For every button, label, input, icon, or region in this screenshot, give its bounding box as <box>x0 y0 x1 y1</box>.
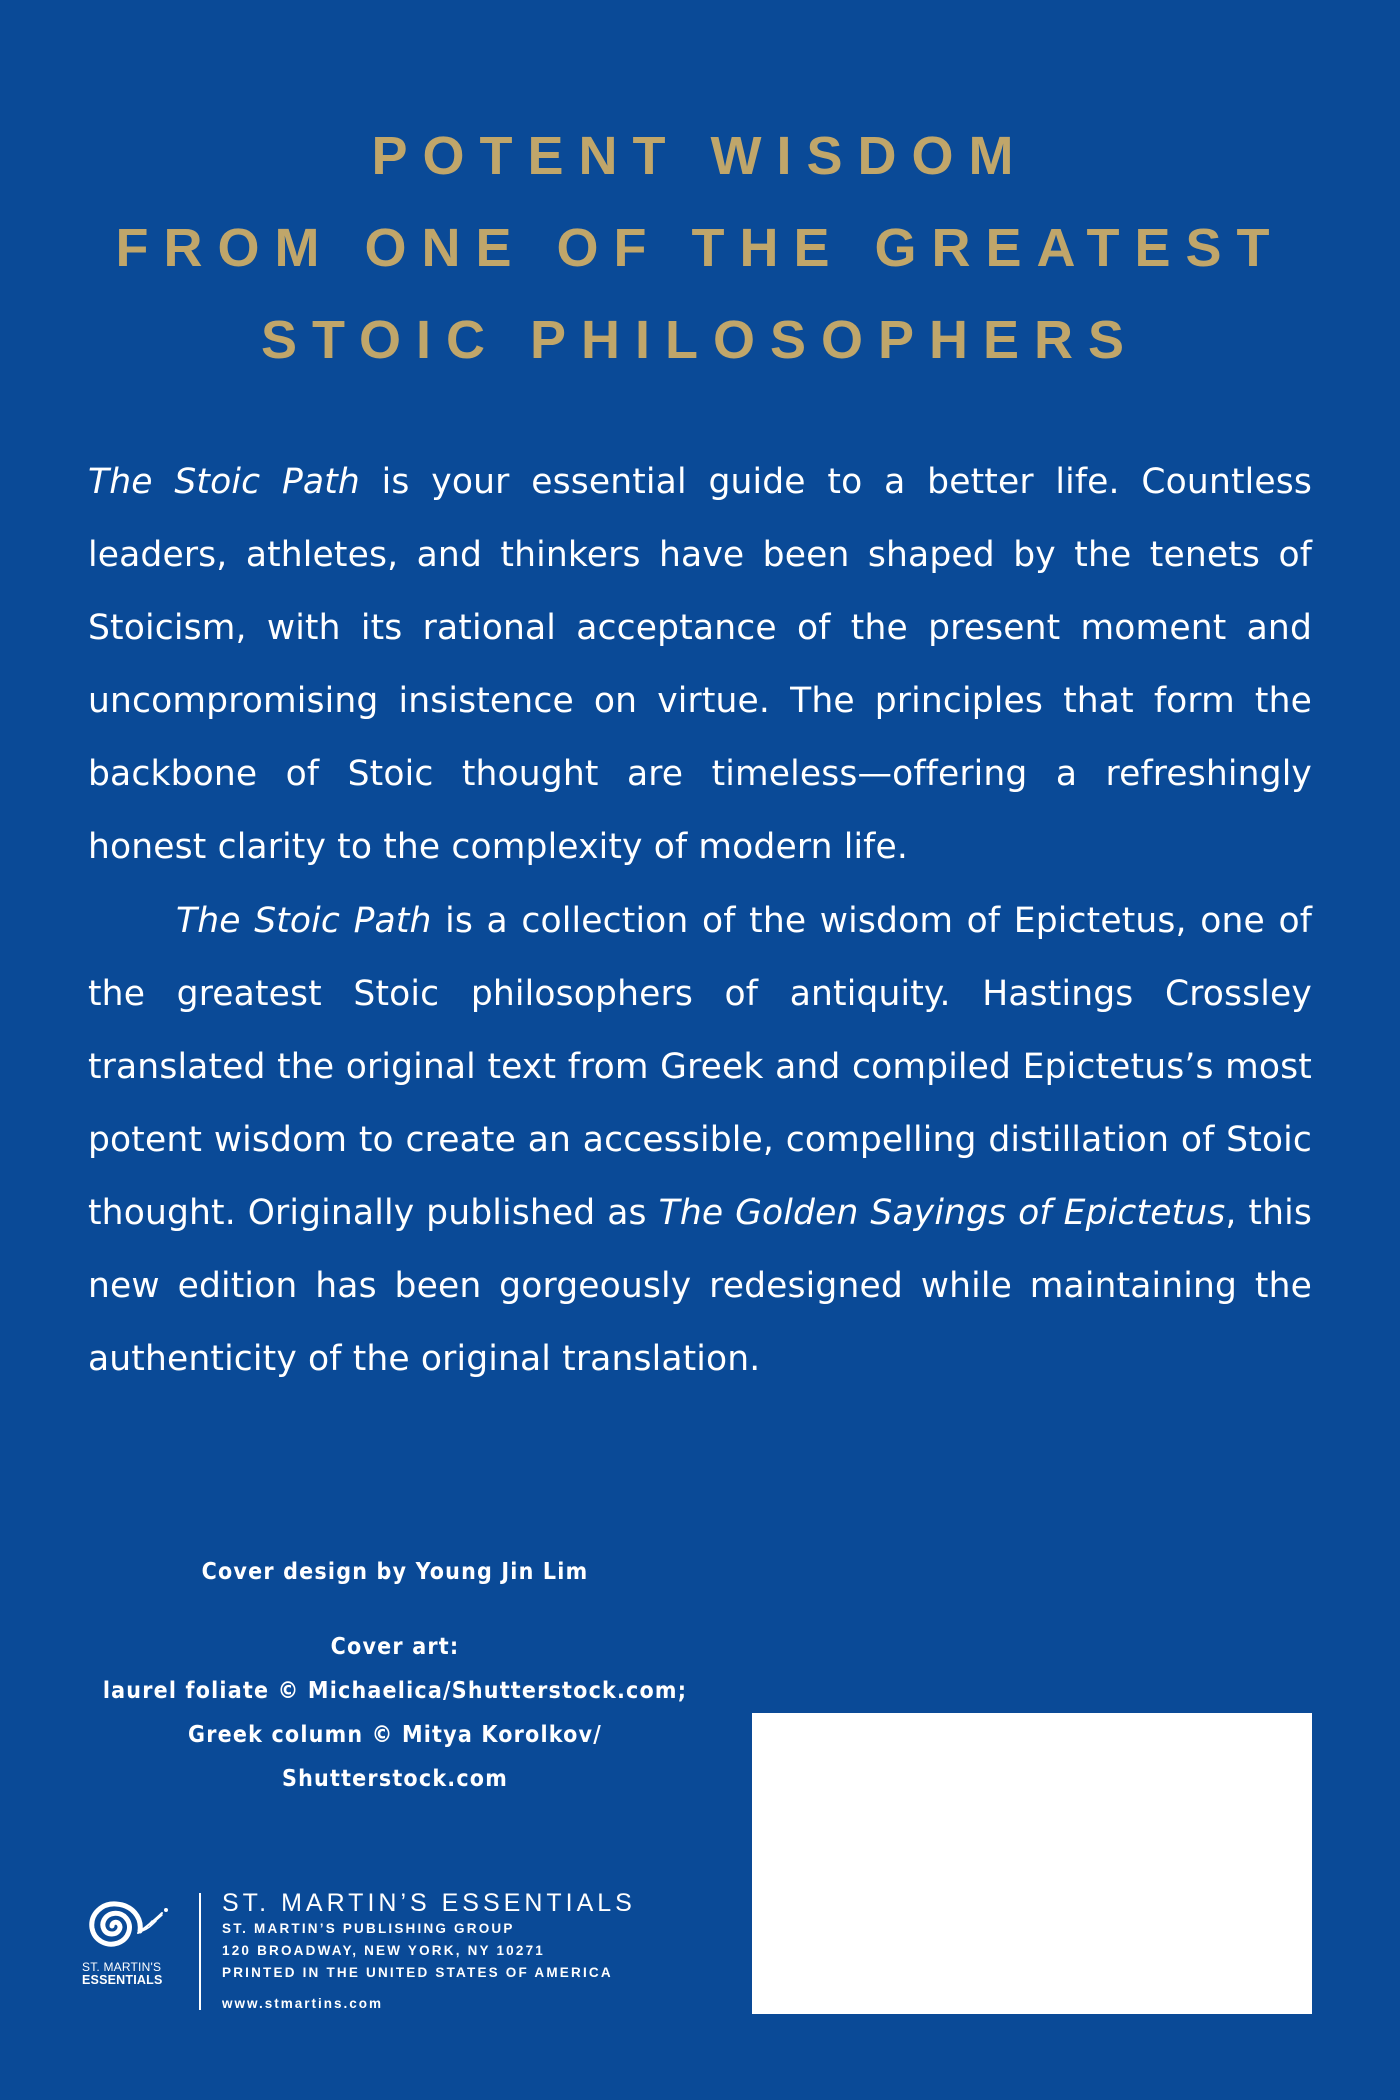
art-credit-line: Shutterstock.com <box>282 1766 508 1792</box>
description-text: is your essential guide to a better life. Countless leaders, athletes, and thinkers have been shaped by the tenets of Stoicism, with its rational acceptance of the present moment and uncompromising insistence on virtue. The principles that form the backbone of Stoic thought are timeless—offering a refreshingly honest clarity to the complexity of modern life. <box>88 462 1313 868</box>
description-paragraph-2 <box>88 885 1312 1397</box>
swirl-logo-icon <box>82 1895 174 1957</box>
art-credit-heading: Cover art: <box>330 1634 460 1660</box>
description-text: , this new edition has been gorgeously redesigned while maintaining the authenticity of the original translation. <box>88 1192 1312 1380</box>
cover-art-credit <box>80 1625 710 1801</box>
publisher-group: ST. MARTIN’S PUBLISHING GROUP <box>222 1921 515 1936</box>
headline-line-2: FROM ONE OF THE GREATEST <box>115 218 1285 278</box>
printed-in-notice: PRINTED IN THE UNITED STATES OF AMERICA <box>222 1965 613 1980</box>
book-description <box>88 446 1312 1396</box>
headline-line-1: POTENT WISDOM <box>371 126 1029 186</box>
logo-caption <box>82 1961 182 1987</box>
publisher-logo <box>82 1895 182 1987</box>
publisher-divider <box>199 1893 201 2010</box>
book-title-italic: The Stoic Path <box>176 900 432 941</box>
publisher-address: 120 BROADWAY, NEW YORK, NY 10271 <box>222 1943 545 1958</box>
book-title-italic: The Stoic Path <box>88 462 360 502</box>
original-title-italic: The Golden Sayings of Epictetus <box>658 1192 1226 1233</box>
logo-caption-line-2: ESSENTIALS <box>82 1973 163 1987</box>
description-paragraph-1 <box>88 446 1312 885</box>
publisher-website: www.stmartins.com <box>222 1996 384 2011</box>
publisher-info <box>222 1888 636 2011</box>
headline <box>60 110 1340 386</box>
logo-caption-line-1: ST. MARTIN'S <box>82 1960 162 1974</box>
description-text: is a collection of the wisdom of Epictetus, one of the greatest Stoic philosophers of antiquity. Hastings Crossley translated the original text from Greek and compiled Epictetus’s most potent wisdom to create an accessible, compelling distillation of Stoic thought. Originally published as <box>88 900 1312 1233</box>
art-credit-line: Greek column © Mitya Korolkov/ <box>188 1722 602 1748</box>
headline-line-3: STOIC PHILOSOPHERS <box>260 310 1140 370</box>
design-credit-text: Cover design by Young Jin Lim <box>201 1559 589 1585</box>
publisher-imprint: ST. MARTIN’S ESSENTIALS <box>222 1889 636 1917</box>
cover-design-credit <box>80 1550 710 1594</box>
barcode-area <box>752 1713 1312 2014</box>
art-credit-line: laurel foliate © Michaelica/Shutterstock.com; <box>102 1678 688 1704</box>
